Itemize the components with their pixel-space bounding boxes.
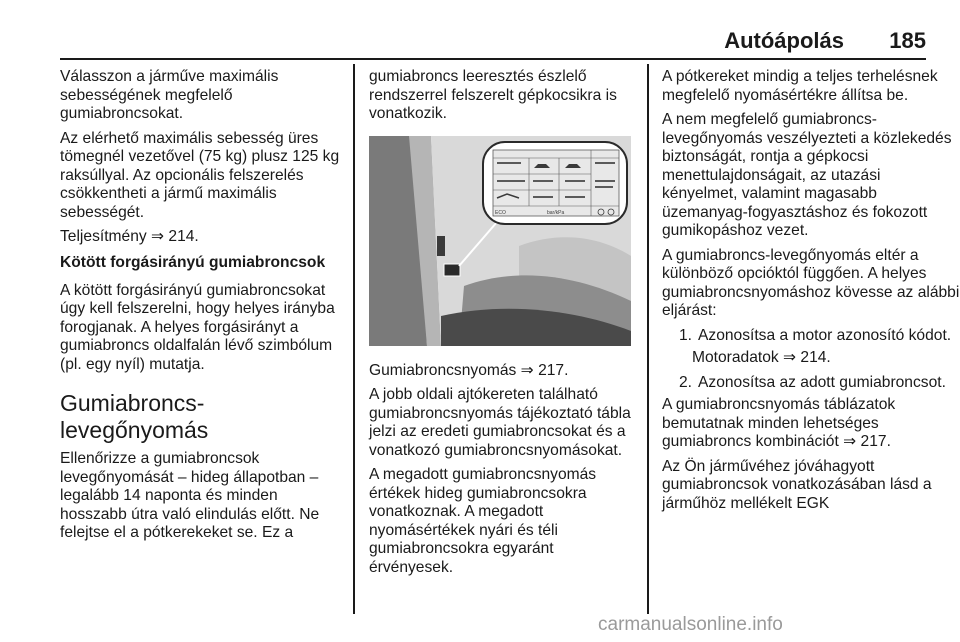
list-item (662, 374, 960, 393)
paragraph: gumiabroncs leeresztés észlelő rendszerrel felszerelt gépkocsikra is vonatkozik. (369, 68, 617, 122)
column-divider-1 (353, 64, 355, 614)
watermark: carmanualsonline.info (598, 614, 783, 635)
paragraph: A jobb oldali ajtókereten található gumiabroncsnyomás tájékoztató tábla jelzi az eredeti gumiabroncsokat és a vonatkozó gumiabroncsnyomásokat. (369, 386, 631, 459)
section-heading: Gumiabroncs-levegőnyomás (60, 390, 209, 443)
paragraph: A nem megfelelő gumiabroncs-levegőnyomás veszélyezteti a közlekedés biztonságát, rontja a gépkocsi menettulajdonságait, az utazási kényelmet, valamint magasabb üzemanyag-fogyasztáshoz és fokozott gumikopáshoz vezet. (662, 111, 952, 239)
paragraph: Az elérhető maximális sebesség üres tömegnél vezetővel (75 kg) plusz 125 kg raksúllyal. Az opcionális felszerelés csökkentheti a jármű maximális sebességét. (60, 129, 340, 221)
list-text: Azonosítsa az adott gumiabroncsot. (698, 373, 946, 391)
svg-text:bar/kPa: bar/kPa (547, 209, 565, 216)
cross-reference: Motoradatok ⇒ 214. (692, 349, 831, 366)
paragraph: A pótkereket mindig a teljes terhelésnek megfelelő nyomásértékre állítsa be. (662, 68, 938, 104)
subheading: Kötött forgásirányú gumiabroncsok (60, 253, 326, 271)
paragraph: Ellenőrizze a gumiabroncsok levegőnyomását – hideg állapotban – legalább 14 naponta és minden hosszabb útra való elindulás előtt. Ne felejtse el a pótkerekeket se. Ez a (60, 450, 320, 541)
paragraph: Az Ön járművéhez jóváhagyott gumiabroncsok vonatkozásában lásd a járműhöz mellékelt EGK (662, 457, 932, 512)
tire-pressure-sticker (444, 264, 460, 276)
page-title: Autóápolás (724, 28, 844, 53)
list-number: 1. (678, 326, 692, 344)
column-2 (369, 68, 637, 583)
cross-reference: Teljesítmény ⇒ 214. (60, 228, 199, 245)
list-item (662, 327, 960, 346)
tire-pressure-label-figure (369, 136, 631, 346)
paragraph: A gumiabroncsnyomás táblázatok bemutatnak minden lehetséges gumiabroncs kombinációt ⇒ 217. (662, 396, 896, 450)
paragraph: A kötött forgásirányú gumiabroncsokat úgy kell felszerelni, hogy helyes irányba forogjanak. A helyes forgásirányt a gumiabroncs oldalfalán lévő szimbólum (pl. egy nyíl) mutatja. (60, 281, 335, 373)
column-3 (662, 68, 960, 519)
list-text: Azonosítsa a motor azonosító kódot. (698, 326, 952, 344)
svg-text:ECO: ECO (495, 209, 506, 216)
column-divider-2 (647, 64, 649, 614)
list-number: 2. (678, 373, 692, 391)
paragraph: A gumiabroncs-levegőnyomás eltér a különböző opcióktól függően. A helyes gumiabroncsnyomáshoz kövesse az alábbi eljárást: (662, 246, 960, 319)
page-header (60, 24, 926, 60)
paragraph: Válasszon a járműve maximális sebességének megfelelő gumiabroncsokat. (60, 68, 279, 122)
cross-reference: Gumiabroncsnyomás ⇒ 217. (369, 361, 569, 379)
page-number: 185 (889, 28, 926, 53)
paragraph: A megadott gumiabroncsnyomás értékek hideg gumiabroncsokra vonatkoznak. A megadott nyomásértékek nyári és téli gumiabroncsokra egyaránt érvényesek. (369, 466, 597, 576)
column-1 (60, 68, 346, 549)
